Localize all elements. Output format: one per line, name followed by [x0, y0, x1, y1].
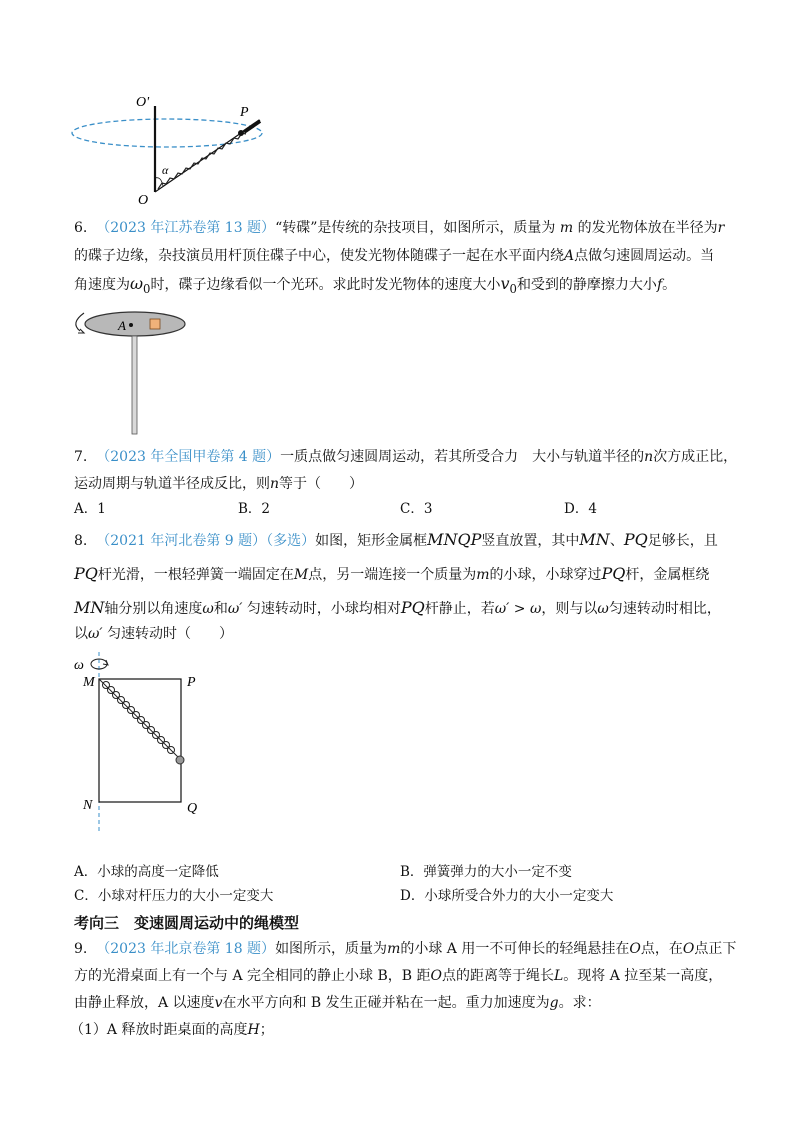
label-o-top: O': [136, 95, 150, 110]
q7-option-d[interactable]: D．4: [564, 501, 597, 517]
q6-source: （2023 年江苏卷第 13 题）: [96, 220, 276, 236]
q7-text3: 运动周期与轨道半径成反比，则: [74, 476, 270, 492]
q8-var-pq-c: PQ: [400, 598, 425, 617]
q8-option-b[interactable]: B．弹簧弹力的大小一定不变: [400, 864, 572, 880]
q9-sub1: [70, 1020, 274, 1040]
q8-var-mnqp: MNQP: [427, 530, 482, 549]
frame-figure: [70, 652, 210, 837]
section-heading: 考向三 变速圆周运动中的绳模型: [74, 914, 300, 932]
q8-option-c[interactable]: C．小球对杆压力的大小一定变大: [74, 888, 274, 904]
q7-option-a[interactable]: A．1: [74, 501, 106, 517]
q6-number: 6.: [74, 220, 88, 236]
q9-text9: 在水平方向和 B 发生正碰并粘在一起。重力加速度为: [222, 995, 550, 1011]
q8-multi: （多选）: [266, 533, 316, 549]
q6-sub0: 0: [143, 281, 151, 296]
q7-text: 一质点做匀速圆周运动，若其所受合力 大小与轨道半径的: [280, 449, 645, 465]
q8-var-m-point: M: [293, 567, 309, 583]
q9-var-g: g: [549, 995, 559, 1011]
q8-text13: 以: [74, 626, 88, 642]
q8-text4: 杆光滑，一根轻弹簧一端固定在: [97, 567, 294, 583]
q8-text7: 杆，金属框绕: [625, 567, 710, 583]
q7-line1: [74, 447, 737, 467]
q7-line2: [74, 474, 363, 494]
q6-text: “转碟”是传统的杂技项目，如图所示，质量为: [275, 220, 556, 236]
q8-var-pq-b: PQ: [601, 564, 626, 583]
q6-var-r: r: [717, 220, 725, 236]
q8-line1: [74, 530, 718, 551]
q7-var-n: n: [644, 449, 654, 465]
label-p: P: [240, 105, 249, 120]
q9-text4: 点正下: [694, 941, 737, 957]
plate: [85, 312, 185, 336]
q8-text6: 的小球，小球穿过: [489, 567, 602, 583]
label-o-bottom: O: [138, 193, 149, 208]
q6-text2: 的发光物体放在半径为: [577, 220, 718, 236]
q9-sub1-text: （1）A 释放时距桌面的高度: [70, 1022, 248, 1038]
plate-label-a: A: [118, 318, 126, 333]
rod-end: [244, 121, 260, 132]
q8-text10: 杆静止，若: [424, 601, 495, 617]
q8-var-pq: PQ: [623, 530, 648, 549]
q9-text8: 由静止释放，A 以速度: [74, 995, 215, 1011]
q6-text3: 的碟子边缘，杂技演员用杆顶住碟子中心，使发光物体随碟子一起在水平面内绕: [74, 248, 564, 264]
q9-text7: 。现将 A 拉至某一高度，: [563, 968, 723, 984]
q6-line2: [74, 246, 714, 266]
metal-frame: [99, 679, 181, 802]
q9-var-o: O: [629, 941, 641, 957]
q9-text2: 的小球 A 用一不可伸长的轻绳悬挂在: [400, 941, 630, 957]
q6-line3: [74, 274, 676, 299]
q9-var-o2: O: [682, 941, 695, 957]
q8-line2: [74, 564, 709, 585]
q8-and: 和: [213, 601, 228, 617]
q8-text3: 足够长，且: [647, 533, 718, 549]
q6-var-f: f: [656, 277, 663, 293]
label-omega: ω: [74, 658, 84, 673]
q8-text12: 匀速转动时相比，: [608, 601, 721, 617]
q9-text6: 点的距离等于绳长: [441, 968, 554, 984]
q8-text2: 竖直放置，其中: [481, 533, 580, 549]
plate-center-dot: [129, 323, 133, 327]
q6-sub0b: 0: [509, 281, 517, 296]
q8-text: 如图，矩形金属框: [315, 533, 428, 549]
q7-source: （2023 年全国甲卷第 4 题）: [96, 449, 281, 465]
q6-text6: 时，碟子边缘看似一个光环。求此时发光物体的速度大小: [150, 277, 501, 293]
q9-text10: 。求：: [558, 995, 601, 1011]
label-n: N: [83, 798, 93, 813]
q9-line3: [74, 993, 601, 1013]
q6-var-omega0: ω: [130, 274, 144, 293]
q9-source: （2023 年北京卷第 18 题）: [96, 941, 276, 957]
rod-spring-figure: [60, 88, 280, 208]
ball: [176, 756, 184, 764]
q7-var-n2: n: [270, 476, 280, 492]
q8-var-mn: MN: [579, 530, 610, 549]
q6-line1: [74, 218, 724, 238]
q7-option-c[interactable]: C．3: [400, 501, 433, 517]
q6-end: 。: [662, 277, 677, 293]
q8-text5: 点，另一端连接一个质量为: [308, 567, 477, 583]
pole: [132, 336, 137, 434]
q9-line1: [74, 939, 736, 959]
q9-var-h: H: [247, 1022, 260, 1038]
q8-text9: 匀速转动时，小球均相对: [246, 601, 401, 617]
luminous-object: [150, 319, 160, 329]
q9-line2: [74, 966, 722, 986]
q8-var-mn-b: MN: [74, 598, 105, 617]
q8-line3: [74, 598, 721, 619]
q8-var-pq-a: PQ: [74, 564, 98, 583]
label-q: Q: [187, 801, 198, 816]
q9-var-o3: O: [430, 968, 442, 984]
q9-var-v: v: [214, 995, 223, 1011]
q8-var-w2: ω′: [227, 601, 243, 617]
q6-var-a: A: [564, 248, 575, 264]
q7-number: 7.: [74, 449, 88, 465]
q8-var-w: ω: [202, 601, 214, 617]
q8-text11: ，则与以: [541, 601, 598, 617]
q9-text: 如图所示，质量为: [275, 941, 388, 957]
q6-var-v0: v: [500, 274, 510, 293]
q7-text2: 次方成正比，: [653, 449, 738, 465]
q8-inequality: ω′ > ω: [494, 601, 542, 617]
q8-option-a[interactable]: A．小球的高度一定降低: [74, 864, 219, 880]
q9-text5: 方的光滑桌面上有一个与 A 完全相同的静止小球 B，B 距: [74, 968, 431, 984]
spring: [99, 679, 180, 759]
q8-sep: 、: [609, 533, 624, 549]
q9-var-m: m: [387, 941, 401, 957]
label-alpha: α: [162, 163, 169, 177]
q8-text8: 轴分别以角速度: [104, 601, 203, 617]
rotation-arrow: [76, 313, 84, 331]
label-m: M: [83, 675, 95, 690]
q8-var-w3: ω: [597, 601, 609, 617]
q8-source: （2021 年河北卷第 9 题）: [96, 533, 267, 549]
q8-number: 8.: [74, 533, 88, 549]
q8-var-m: m: [476, 567, 490, 583]
q8-var-w4: ω′: [88, 626, 103, 642]
q9-sub1-end: ；: [259, 1022, 274, 1038]
point-p: [238, 130, 244, 136]
q9-text3: 点，在: [640, 941, 683, 957]
q6-text7: 和受到的静摩擦力大小: [516, 277, 657, 293]
q6-var-m: m: [559, 220, 574, 236]
q9-var-l: L: [553, 968, 564, 984]
q6-text5: 角速度为: [74, 277, 130, 293]
q8-line4: [74, 624, 233, 644]
q8-text14: 匀速转动时（ ）: [107, 626, 234, 642]
q6-text4: 点做匀速圆周运动。当: [574, 248, 715, 264]
q7-text4: 等于（ ）: [279, 476, 364, 492]
label-p: P: [187, 675, 196, 690]
q9-number: 9.: [74, 941, 88, 957]
rotation-ellipse: [72, 119, 262, 147]
q7-option-b[interactable]: B．2: [238, 501, 271, 517]
spinning-plate-figure: [64, 305, 194, 440]
q8-option-d[interactable]: D．小球所受合外力的大小一定变大: [400, 888, 614, 904]
